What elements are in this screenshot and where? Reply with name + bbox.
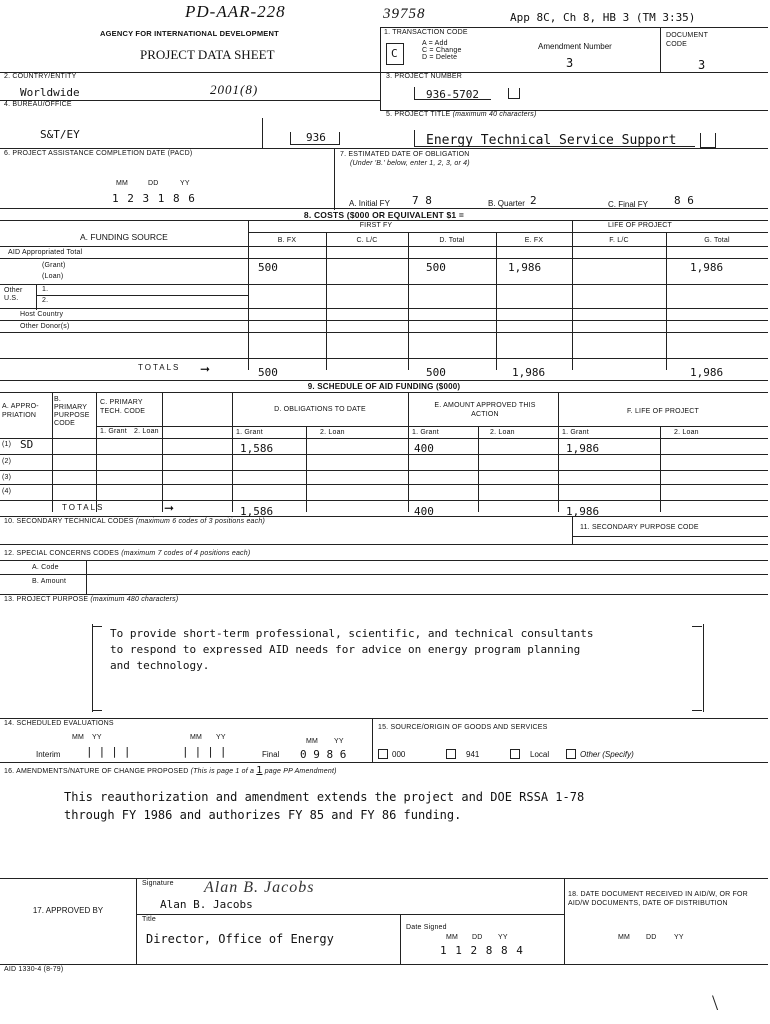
source-000-checkbox[interactable] [378,749,388,759]
sched-totals-approved: 400 [414,505,434,518]
eval-mm1: MM [72,734,85,741]
totals-life-total-value: 1,986 [690,366,724,379]
corner-mark: \ [712,990,719,1015]
totals-fx-value: 500 [258,366,278,379]
final-eval-value: 0 9 8 6 [300,748,347,761]
col-d-total: D. Total [439,237,465,244]
sched-tech-loan: 2. Loan [134,428,159,435]
interim-boxes-1: |||| [86,745,137,758]
handwritten-reference: PD-AAR-228 [185,2,286,21]
source-local-label: Local [530,750,550,759]
quarter-value: 2 [530,194,537,207]
source-000-label: 000 [392,750,406,759]
obligation-label: 7. ESTIMATED DATE OF OBLIGATION [340,151,470,158]
sched-row1-appropriation: SD [20,438,34,451]
sched-f-grant: 1. Grant [562,429,589,436]
row-loan: (Loan) [42,273,64,280]
bureau-label: 4. BUREAU/OFFICE [4,101,72,108]
pacd-mm-label: MM [116,180,129,187]
sched-col-obligations: D. OBLIGATIONS TO DATE [274,406,366,413]
row-other-donors: Other Donor(s) [20,323,70,330]
date-mm-label: MM [446,934,459,941]
pacd-yy-label: YY [180,180,190,187]
final-label: Final [262,750,280,759]
row-grant: (Grant) [42,262,66,269]
sched-totals-label: TOTALS [62,503,105,512]
sched-e-grant: 1. Grant [412,429,439,436]
document-code: 3 [698,58,706,72]
signer-name: Alan B. Jacobs [160,898,253,911]
sched-col-primary-purpose: B. PRIMARY PURPOSE CODE [54,396,90,427]
signer-title: Director, Office of Energy [146,932,334,946]
totals-total-value: 500 [426,366,446,379]
project-title-label: 5. PROJECT TITLE (maximum 40 characters) [386,111,537,118]
first-fy-header: FIRST FY [359,222,393,229]
row-aid-appropriated: AID Appropriated Total [8,249,83,256]
sched-row-1: (1) [2,441,12,448]
source-other-label: Other (Specify) [580,750,634,759]
signature-scrawl: Alan B. Jacobs [204,879,315,896]
bureau-value: S&T/EY [40,128,80,141]
sched-d-grant: 1. Grant [236,429,263,436]
sched-col-appropriation: A. APPRO-PRIATION [2,403,39,419]
pacd-dd-label: DD [148,180,159,187]
sched-row-4: (4) [2,488,12,495]
obligation-note: (Under 'B.' below, enter 1, 2, 3, or 4) [350,160,470,167]
special-code-label: A. Code [32,564,59,571]
transaction-label: 1. TRANSACTION CODE [384,29,468,36]
eval-yy3: YY [334,738,344,745]
source-label: 15. SOURCE/ORIGIN OF GOODS AND SERVICES [378,724,548,731]
form-id: AID 1330-4 (8-79) [4,966,64,973]
eval-yy1: YY [92,734,102,741]
country-value: Worldwide [20,86,80,99]
sched-totals-life: 1,986 [566,505,600,518]
grant-life-total-value: 1,986 [690,261,724,274]
row-host-country: Host Country [20,311,64,318]
final-fy-label: C. Final FY [608,200,649,209]
sched-row1-approved: 400 [414,442,434,455]
transaction-code: C [391,47,398,60]
col-c-lc: C. L/C [356,237,378,244]
amendments-label: 16. AMENDMENTS/NATURE OF CHANGE PROPOSED (This is page 1 of a 1 page PP Amendment) [4,765,337,776]
country-handnote: 2001(8) [210,82,259,97]
special-concerns-label: 12. SPECIAL CONCERNS CODES (maximum 7 codes of 4 positions each) [4,550,251,557]
schedule-title: 9. SCHEDULE OF AID FUNDING ($000) [307,382,461,391]
sched-row1-life: 1,986 [566,442,600,455]
country-label: 2. COUNTRY/ENTITY [4,73,77,80]
sched-totals-obligation: 1,586 [240,505,274,518]
col-e-fx: E. FX [524,237,544,244]
received-label: 18. DATE DOCUMENT RECEIVED IN AID/W, OR FOR AID/W DOCUMENTS, DATE OF DISTRIBUTION [568,891,748,907]
col-f-lc: F. L/C [609,237,629,244]
row-other-2: 2. [42,297,49,304]
eval-mm3: MM [306,738,319,745]
project-number-label: 3. PROJECT NUMBER [386,73,463,80]
bureau-code: 936 [306,131,326,144]
sched-row1-obligation: 1,586 [240,442,274,455]
sched-col-primary-tech: C. PRIMARY TECH. CODE [100,399,146,415]
initial-fy-label: A. Initial FY [349,199,390,208]
document-code-label: DOCUMENT CODE [666,32,708,48]
source-other-checkbox[interactable] [566,749,576,759]
col-b-fx: B. FX [277,237,297,244]
date-signed-label: Date Signed [406,924,447,931]
interim-boxes-2: |||| [182,745,233,758]
purpose-text: To provide short-term professional, scientific, and technical consultants to respond to expressed AID needs for advice on energy program planning and technology. [110,627,594,672]
interim-label: Interim [36,750,61,759]
received-mm-label: MM [618,934,631,941]
purpose-label: 13. PROJECT PURPOSE (maximum 480 characters) [4,596,179,603]
secondary-tech-label: 10. SECONDARY TECHNICAL CODES (maximum 6 codes of 3 positions each) [4,518,265,525]
agency-name: AGENCY FOR INTERNATIONAL DEVELOPMENT [100,29,279,38]
source-941-checkbox[interactable] [446,749,456,759]
received-yy-label: YY [674,934,684,941]
life-header: LIFE OF PROJECT [607,222,673,229]
costs-title: 8. COSTS ($000 OR EQUIVALENT $1 = [303,210,465,220]
amendment-label: Amendment Number [538,42,612,51]
secondary-purpose-label: 11. SECONDARY PURPOSE CODE [580,524,699,531]
amendments-text: This reauthorization and amendment extends the project and DOE RSSA 1-78 through FY 1986 and authorizes FY 85 and FY 86 funding. [64,790,585,822]
initial-fy-value: 7 8 [412,194,432,207]
quarter-label: B. Quarter [488,199,525,208]
totals-arrow-icon: ➞ [200,362,211,376]
sched-tech-grant: 1. Grant [100,428,127,435]
row-other-us: Other U.S. [4,287,23,302]
date-dd-label: DD [472,934,483,941]
final-fy-value: 8 6 [674,194,694,207]
col-g-total: G. Total [704,237,730,244]
eval-yy2: YY [216,734,226,741]
eval-mm2: MM [190,734,203,741]
pacd-label: 6. PROJECT ASSISTANCE COMPLETION DATE (PACD) [4,150,193,157]
project-number-value: 936-5702 [426,88,479,101]
form-title: PROJECT DATA SHEET [140,47,275,62]
grant-total-value: 500 [426,261,446,274]
funding-source-header: A. FUNDING SOURCE [80,232,168,242]
handwritten-number: 39758 [383,6,426,22]
row-other-1: 1. [42,286,49,293]
source-local-checkbox[interactable] [510,749,520,759]
costs-totals-label: TOTALS [138,363,181,372]
approved-by-label: 17. APPROVED BY [32,906,104,915]
sched-d-loan: 2. Loan [320,429,345,436]
totals-life-fx-value: 1,986 [512,366,546,379]
sched-f-loan: 2. Loan [674,429,699,436]
amendment-number: 3 [566,56,574,70]
source-941-label: 941 [466,750,480,759]
sched-e-loan: 2. Loan [490,429,515,436]
received-dd-label: DD [646,934,657,941]
signature-label: Signature [142,880,174,887]
sched-col-approved: E. AMOUNT APPROVED THIS ACTION [434,402,536,418]
title-label: Title [142,916,156,923]
date-yy-label: YY [498,934,508,941]
project-title-value: Energy Technical Service Support [426,133,677,148]
transaction-options: A = Add C = Change D = Delete [422,40,462,61]
appendix-reference: App 8C, Ch 8, HB 3 (TM 3:35) [510,11,696,24]
special-amount-label: B. Amount [32,578,67,585]
pacd-value: 1 2 3 1 8 6 [112,192,196,205]
grant-life-fx-value: 1,986 [508,261,542,274]
sched-totals-arrow-icon: ➞ [164,501,175,515]
sched-col-life: F. LIFE OF PROJECT [626,408,700,415]
evaluations-label: 14. SCHEDULED EVALUATIONS [4,720,114,727]
sched-row-2: (2) [2,458,12,465]
date-signed-value: 1 1 2 8 8 4 [440,944,524,957]
grant-fx-value: 500 [258,261,278,274]
sched-row-3: (3) [2,474,12,481]
